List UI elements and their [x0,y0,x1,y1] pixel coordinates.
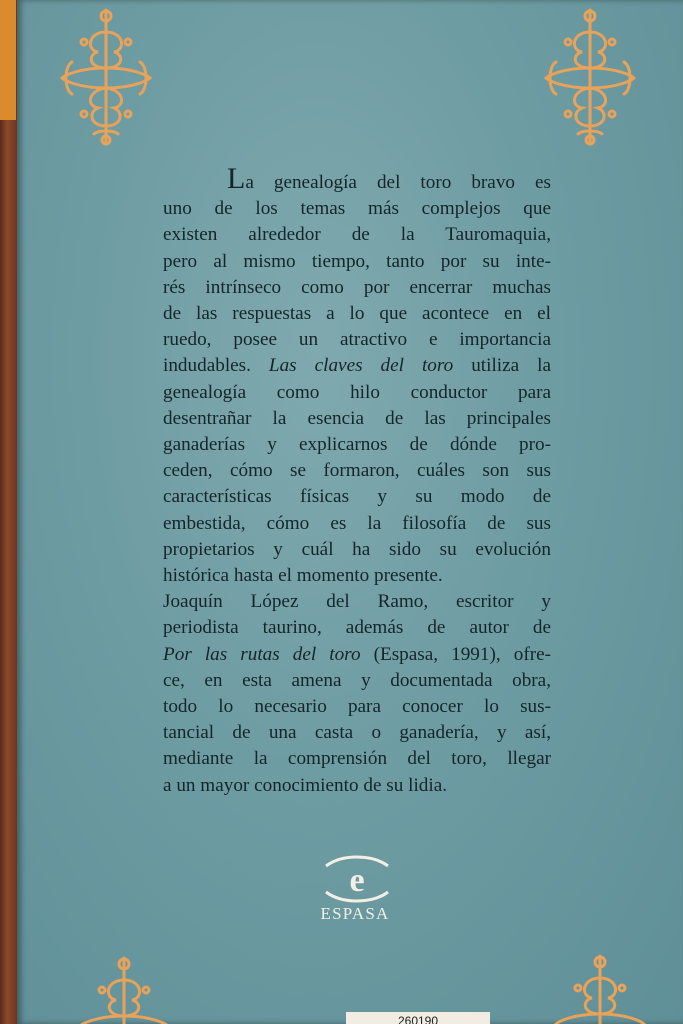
blurb-line-5: rés intrínseco como por encerrar muchas [163,276,551,298]
prior-book-title-italic: Por las rutas del toro [163,643,361,665]
blurb-line-23: mediante la comprensión del toro, llegar [163,748,551,770]
blurb-line-22: tancial de una casta o ganadería, y así, [163,722,551,744]
blurb-line-1: La genealogía del toro bravo es [227,162,551,195]
blurb-line-14: embestida, cómo es la filosofía de sus [163,512,551,534]
blurb-line-10: desentrañar la esencia de las principales [163,407,551,429]
publisher-name: ESPASA [320,904,390,923]
top-left-ornament-icon [58,2,154,152]
book-spine-edge [0,0,18,1024]
blurb-line-13: características físicas y su modo de [163,486,551,508]
bottom-right-ornament-icon [552,948,648,1024]
blurb-line-17: Joaquín López del Ramo, escritor y [163,591,551,613]
blurb-line-20: ce, en esta amena y documentada obra, [163,669,551,691]
blurb-line-15: propietarios y cuál ha sido su evolución [163,538,551,560]
top-right-ornament-icon [542,2,638,152]
blurb-line-3: existen alrededor de la Tauromaquia, [163,224,551,246]
price-sticker: 260190 [346,1012,490,1024]
blurb-line-2: uno de los temas más complejos que [163,198,551,220]
blurb-line-7: ruedo, posee un atractivo e importancia [163,329,551,351]
blurb-line-8: indudables. Las claves del toro utiliza la [163,355,551,377]
back-cover-blurb [163,162,552,799]
blurb-line-19: Por las rutas del toro (Espasa, 1991), ofre- [163,643,552,665]
spine-color-band [0,0,16,120]
blurb-line-4: pero al mismo tiempo, tanto por su inte- [163,250,551,272]
blurb-line-12: ceden, cómo se formaron, cuáles son sus [163,460,551,482]
drop-cap: L [227,162,246,195]
blurb-line-11: ganaderías y explicarnos de dónde pro- [163,434,551,456]
blurb-line-24: a un mayor conocimiento de su lidia. [163,774,448,796]
blurb-line-21: todo lo necesario para conocer lo sus- [163,696,551,718]
logo-letter: e [349,862,365,899]
blurb-line-16: histórica hasta el momento presente. [163,565,443,587]
blurb-line-6: de las respuestas a lo que acontece en el [163,303,551,325]
bottom-left-ornament-icon [76,950,172,1024]
blurb-line-9: genealogía como hilo conductor para [163,381,551,403]
blurb-line-18: periodista taurino, además de autor de [163,617,551,639]
book-title-italic: Las claves del toro [268,355,454,377]
